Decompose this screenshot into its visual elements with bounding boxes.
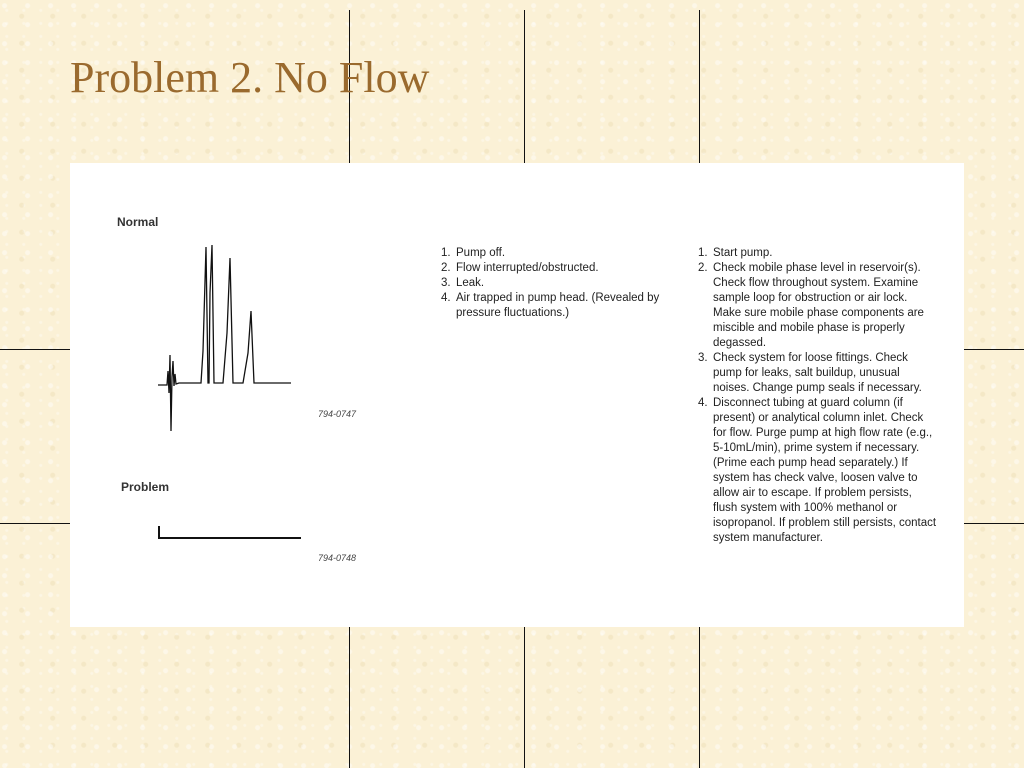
cause-number: 4. — [441, 292, 451, 304]
solution-item — [698, 246, 938, 261]
solution-number: 4. — [698, 397, 708, 409]
solution-item — [698, 351, 938, 396]
solution-text: Disconnect tubing at guard column (if present) or analytical column inlet. Check for flow. Purge pump at high flow rate (e.g., 5-10mL/min), prime system if necessary. (Prime each pump head separately.) If system has check valve, loosen valve to allow air to escape. If problem persists, flush system with 100% methanol or isopropanol. If problem still persists, contact system manufacturer. — [713, 397, 937, 544]
figure-panel — [70, 163, 964, 627]
cause-number: 3. — [441, 277, 451, 289]
slide-title: Problem 2. No Flow — [70, 53, 430, 102]
cause-item — [441, 276, 701, 291]
cause-item — [441, 246, 701, 261]
cause-item — [441, 291, 701, 321]
solution-number: 2. — [698, 262, 708, 274]
solution-number: 1. — [698, 247, 708, 259]
cause-number: 1. — [441, 247, 451, 259]
problem-trace — [159, 526, 301, 538]
normal-chromatogram — [155, 243, 295, 433]
cause-text: Air trapped in pump head. (Revealed by pressure fluctuations.) — [456, 292, 660, 319]
problem-chromatogram-label: Problem — [121, 480, 170, 494]
problem-figure-code: 794-0748 — [318, 553, 357, 563]
problem-chromatogram — [155, 518, 305, 548]
solution-number: 3. — [698, 352, 708, 364]
solution-text: Check system for loose fittings. Check pump for leaks, salt buildup, unusual noises. Change pump seals if necessary. — [713, 352, 922, 394]
solution-text: Check mobile phase level in reservoir(s). Check flow throughout system. Examine sample loop for obstruction or air lock. Make sure mobile phase components are miscible and mobile phase is properly degassed. — [713, 262, 924, 349]
causes-list — [441, 246, 701, 321]
normal-chromatogram-label: Normal — [117, 215, 159, 229]
normal-trace — [158, 245, 291, 431]
cause-text: Flow interrupted/obstructed. — [456, 262, 599, 274]
cause-number: 2. — [441, 262, 451, 274]
cause-text: Leak. — [456, 277, 485, 289]
solutions-list — [698, 246, 938, 546]
cause-text: Pump off. — [456, 247, 506, 259]
cause-item — [441, 261, 701, 276]
solution-text: Start pump. — [713, 247, 773, 259]
normal-figure-code: 794-0747 — [318, 409, 357, 419]
solution-item — [698, 396, 938, 546]
solution-item — [698, 261, 938, 351]
